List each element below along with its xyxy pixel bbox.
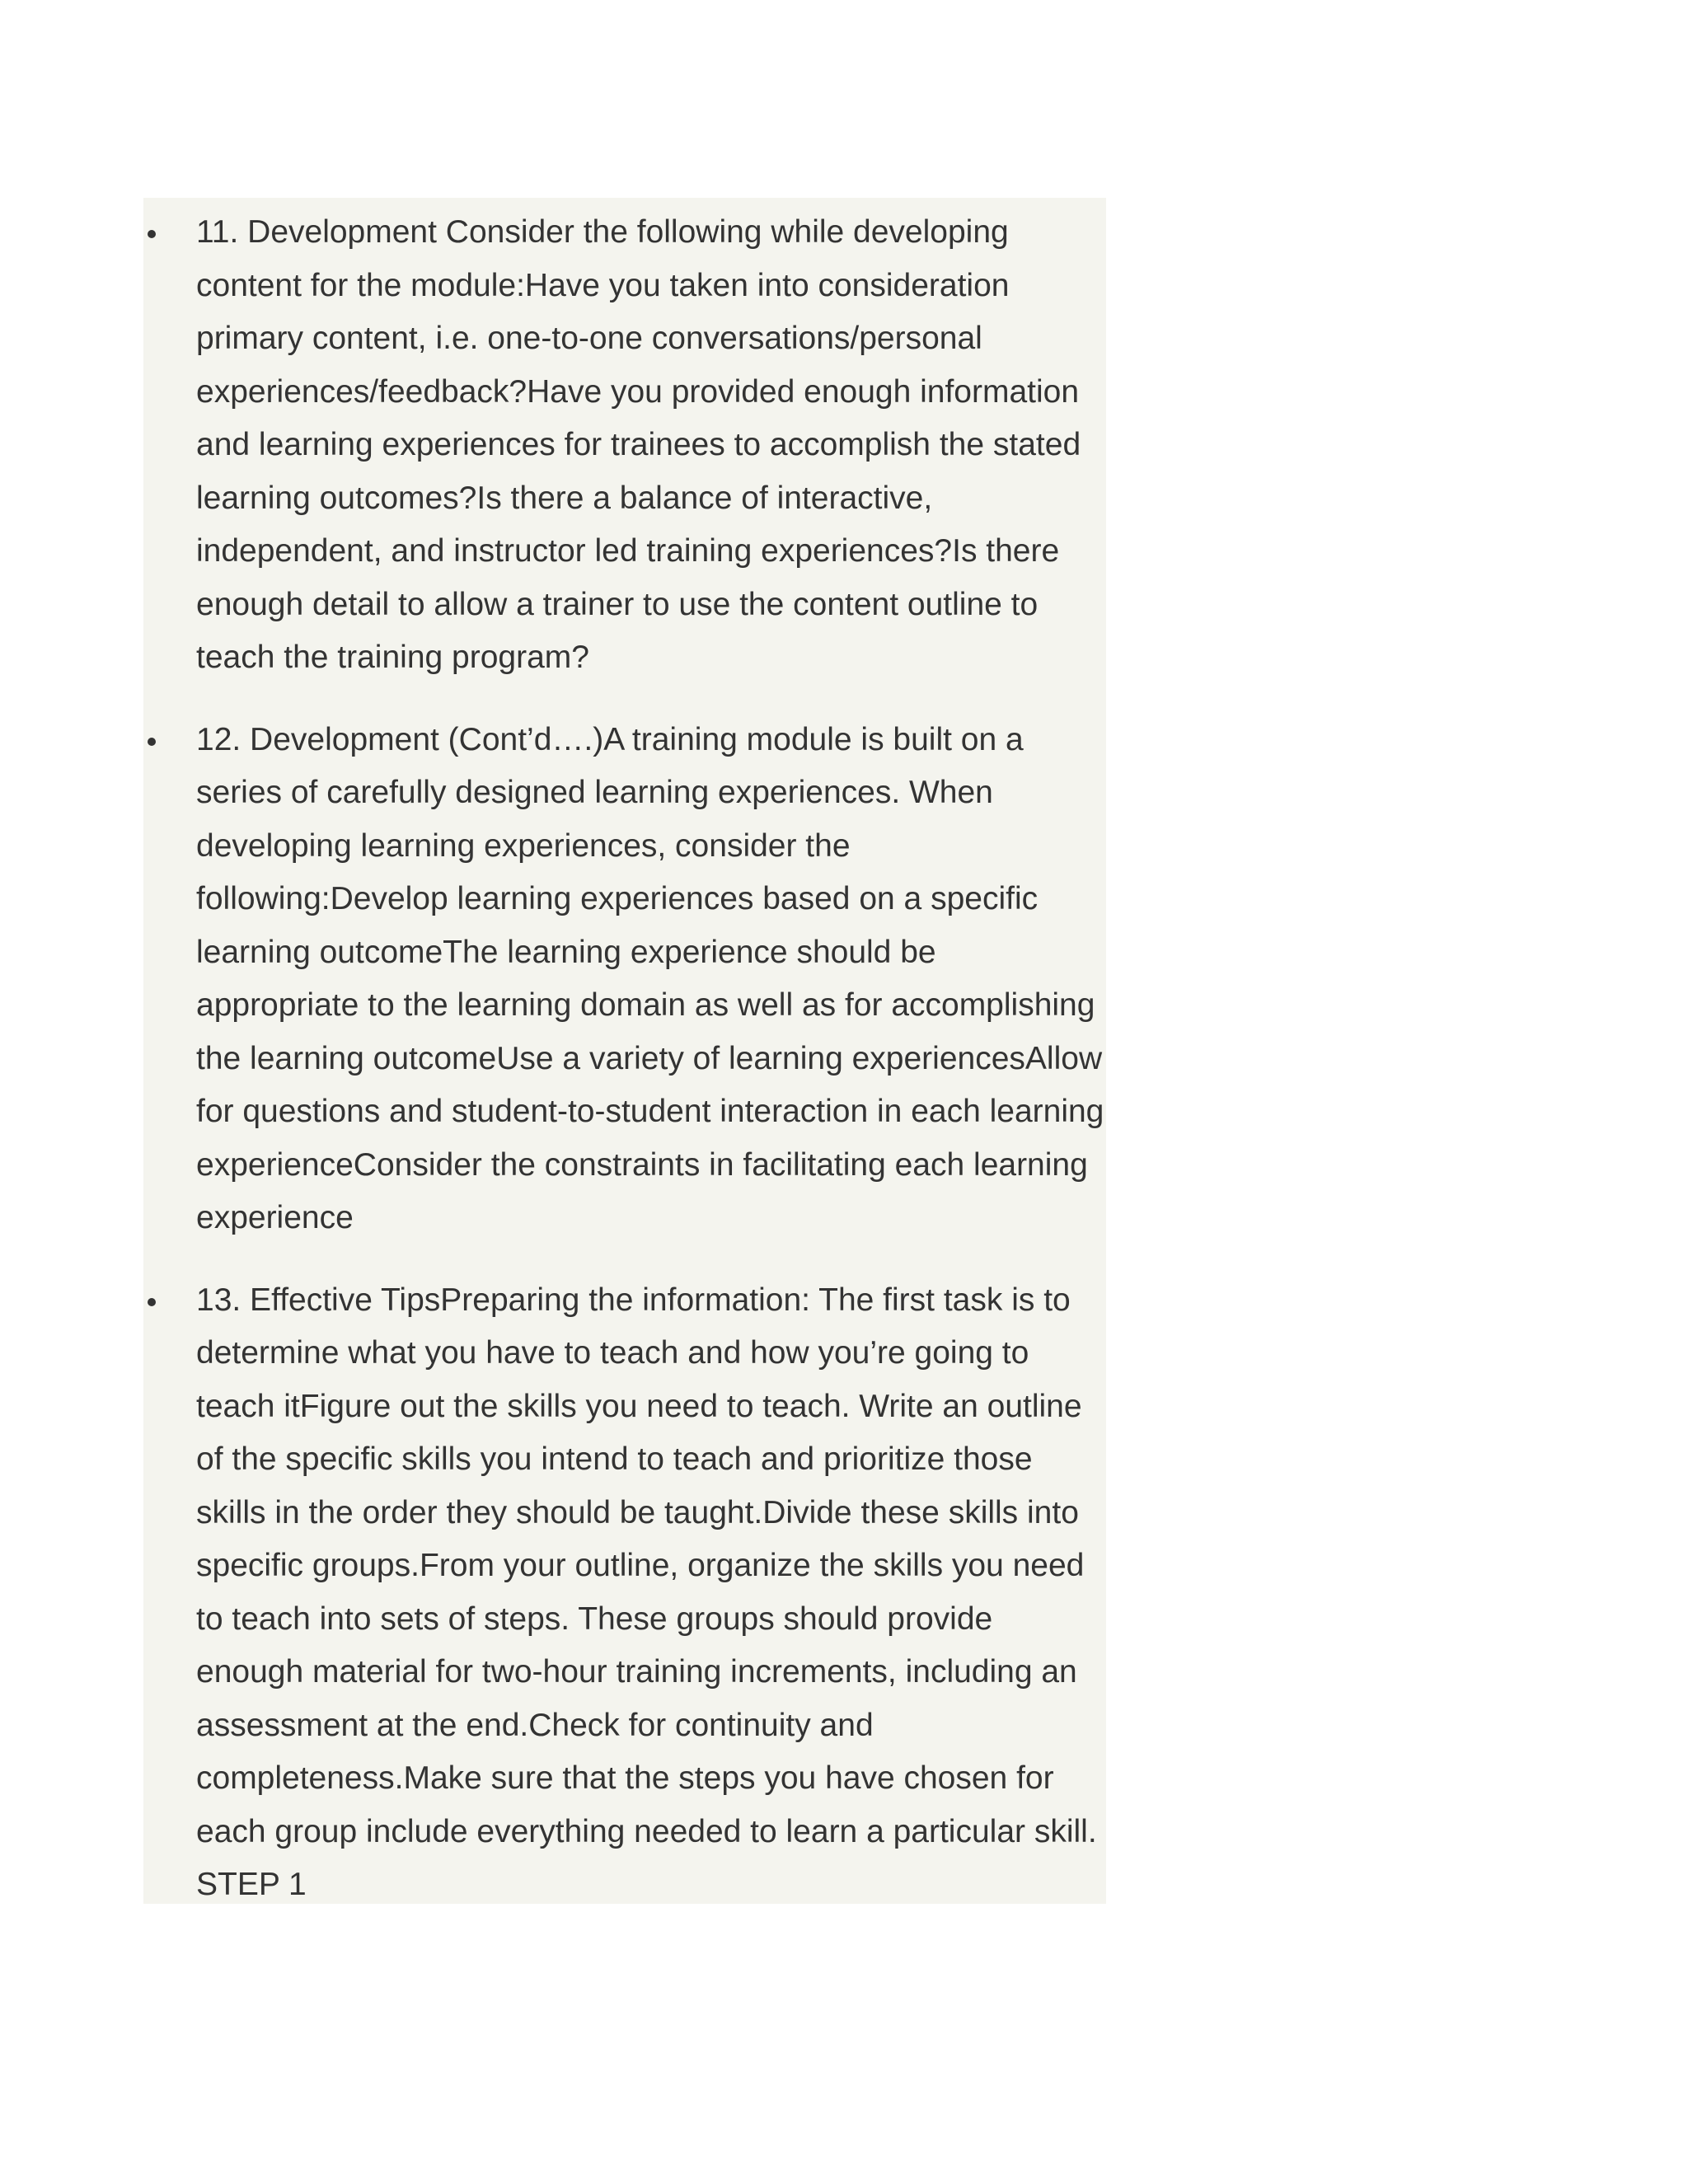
bullet-icon — [148, 230, 156, 238]
list-item — [143, 198, 1106, 685]
list-item-text: 11. Development Consider the following while developing content for the module:Have you taken into consideration primary content, i.e. one-to-one conversations/personal experiences/feedback?Have you provided enough information and learning experiences for trainees to accomplish the stated learning outcomes?Is there a balance of interactive, independent, and instructor led training experiences?Is there enough detail to allow a trainer to use the content outline to teach the training program? — [196, 214, 1081, 675]
list-item — [143, 1274, 1106, 1905]
list-item-text: 13. Effective TipsPreparing the information: The first task is to determine what you have to teach and how you’re going to teach itFigure out the skills you need to teach. Write an outline of the specific skills you intend to teach and prioritize those skills in the order they should be taught.Divide these skills into specific groups.From your outline, organize the skills you need to teach into sets of steps. These groups should provide enough material for two-hour training increments, including an assessment at the end.Check for continuity and completeness.Make sure that the steps you have chosen for each group include everything needed to learn a particular skill. STEP 1 — [196, 1282, 1097, 1902]
bullet-icon — [148, 1298, 156, 1306]
bullet-list — [143, 198, 1106, 1904]
list-item-text: 12. Development (Cont’d….)A training module is built on a series of carefully designed learning experiences. When developing learning experiences, consider the following:Develop learning experiences based on a specific learning outcomeThe learning experience should be appropriate to the learning domain as well as for accomplishing the learning outcomeUse a variety of learning experiencesAllow for questions and student-to-student interaction in each learning experienceConsider the constraints in facilitating each learning experience — [196, 721, 1104, 1235]
bullet-icon — [148, 738, 156, 746]
content-panel — [143, 198, 1106, 1904]
list-item — [143, 714, 1106, 1245]
